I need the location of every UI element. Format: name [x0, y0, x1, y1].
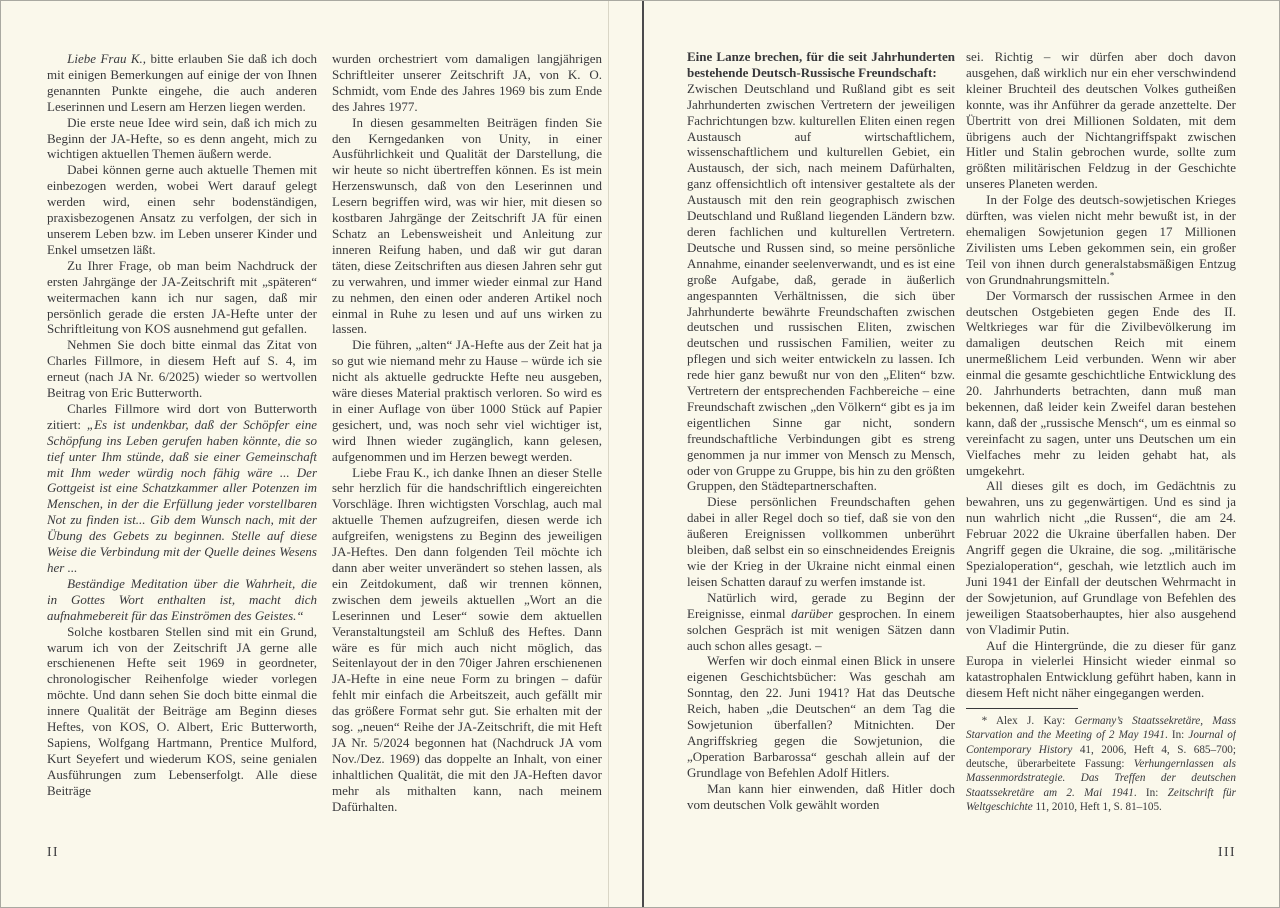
paragraph: Liebe Frau K., bitte erlauben Sie daß ich doch mit einigen Bemerkungen auf einige der von Ihnen genannten Punkte eingehe, die auch anderen Leserinnen und Lesern am Herzen liegen werden. — [47, 51, 317, 114]
paragraph: Beständige Meditation über die Wahrheit, die in Gottes Wort enthalten ist, macht dich aufnahmebereit für das Einströmen des Geistes.“ — [47, 575, 317, 623]
text-column-3 — [687, 49, 955, 851]
article-heading: Eine Lanze brechen, für die seit Jahrhunderten bestehende Deutsch-Russische Freundschaft: — [687, 49, 955, 80]
paragraph: Auf die Hintergründe, die zu dieser für ganz Europa in vielerlei Hinsicht wieder einmal so katastrophalen Entwicklung geführt haben, kann in diesem Heft nicht näher eingegangen werden. — [966, 637, 1236, 701]
paragraph: wurden orchestriert vom damaligen langjährigen Schriftleiter unserer Zeitschrift JA, von K. O. Schmidt, vom Ende des Jahres 1969 bis zum Ende des Jahres 1977. — [332, 51, 602, 114]
paragraph: Die führen, „alten“ JA-Hefte aus der Zeit hat ja so gut wie niemand mehr zu Hause – würde ich sie nicht als aktuelle gedruckte Hefte neu ausgeben, wäre dieses Material praktisch verloren. So wird es in einer Auflage von über 1000 Stück auf Papier gesichert, und, was noch sehr viel wichtiger ist, wird Ihnen wieder zugänglich, kann gelesen, aufgenommen und im Herzen bewegt werden. — [332, 337, 602, 464]
paragraph: Diese persönlichen Freundschaften gehen dabei in aller Regel doch so tief, daß sie von den äußeren Ereignissen vollkommen unberührt bleiben, daß selbst ein so einschneidendes Ereignis wie der Krieg in der Ukraine nicht einmal einen leisen Schatten darauf zu werfen imstande ist. — [687, 494, 955, 589]
paragraph: Die erste neue Idee wird sein, daß ich mich zu Beginn der JA-Hefte, so es denn angeht, mich zu wichtigen aktuellen Themen äußern werde. — [47, 114, 317, 162]
paragraph: Liebe Frau K., ich danke Ihnen an dieser Stelle sehr herzlich für die handschriftlich eingereichten Vorschläge. Ihren wichtigsten Vorschlag, auch mal aktuelle Themen aufzugreifen, diesen werde ich aufgreifen, wenigstens zu Beginn des jeweiligen JA-Heftes. Den dann folgenden Teil möchte ich dann aber weiter unverändert so stehen lassen, als ein Zeitdokument, daß wir trennen können, zwischen dem jeweils aktuellen „Wort an die Leserinnen und Leser“ sowie dem aktuellen Veranstaltungsteil am Schluß des Heftes. Dann wäre es für mich auch nicht möglich, das Seitenlayout der in den 70iger Jahren erschienenen JA-Hefte in eine neue Form zu bringen – dafür fehlt mir einfach die Arbeitszeit, auch gefällt mir das größere Format sehr gut. Sie erhalten mit der sog. „neuen“ Reihe der JA-Zeitschrift, die mit Heft JA Nr. 5/2024 begonnen hat (Nachdruck JA vom Nov./Dez. 1969) das doppelte an Inhalt, von einer inhaltlichen Qualität, die mit den JA-Heften davor mehr als mithalten kann, nach meinem Dafürhalten. — [332, 464, 602, 814]
paragraph: sei. Richtig – wir dürfen aber doch davon ausgehen, daß wirklich nur ein eher verschwindend kleiner Bruchteil des deutschen Volkes gutheißen konnte, was ihr Anführer da gerade anzettelte. Der Übertritt von drei Millionen Soldaten, mit dem übrigens auch der Nichtangriffspakt zwischen Hitler und Stalin gebrochen wurde, sollte zum größten militärischen Feldzug in der Geschichte unseres Planeten werden. — [966, 49, 1236, 192]
paragraph: Man kann hier einwenden, daß Hitler doch vom deutschen Volk gewählt worden — [687, 780, 955, 812]
paragraph: * Alex J. Kay: Germany’s Staatssekretäre, Mass Starvation and the Meeting of 2 May 1941. In: Journal of Contemporary History 41, 2006, Heft 4, S. 685–700; deutsche, überarbeitete Fassung: Verhungernlassen als Massenmordstrategie. Das Treffen der deutschen Staatssekretäre am 2. Mai 1941. In: Zeitschrift für Weltgeschichte 11, 2010, Heft 1, S. 81–105. — [966, 715, 1236, 813]
paragraph: Natürlich wird, gerade zu Beginn der Ereignisse, einmal darüber gesprochen. In einem solchen Gespräch ist mit wenigen Sätzen dann auch schon alles gesagt. – — [687, 589, 955, 653]
footnote-rule — [966, 708, 1078, 709]
paragraph: In der Folge des deutsch-sowjetischen Krieges dürften, was vielen nicht mehr bewußt ist, in der ehemaligen Sowjetunion gegen 17 Millionen Zivilisten ums Leben gekommen sein, ein großer Teil von ihnen durch generalstabsmäßigen Entzug von Grundnahrungsmitteln.* — [966, 192, 1236, 287]
paragraph: Charles Fillmore wird dort von Butterworth zitiert: „Es ist undenkbar, daß der Schöpfer eine Schöpfung ins Leben gerufen haben könnte, die so tief unter Ihm stünde, daß sie einer Gemeinschaft mit Ihm weder würdig noch fähig wäre ... Der Gottgeist ist eine Schatzkammer aller Potenzen im Menschen, in der die Erfüllung jeder vorstellbaren Not zu finden ist... Gib dem Wunsch nach, mit der Übung des Gebets zu beginnen. Stelle auf diese Weise die Verbindung mit der Quelle deines Wesens her ... — [47, 400, 317, 575]
left-page-edge-line — [608, 1, 609, 907]
paragraph: Dabei können gerne auch aktuelle Themen mit einbezogen werden, wobei Wert darauf gelegt werden wird, einen sehr bodenständigen, praxisbezogenen Ansatz zu verfolgen, der sich in unserem Leben bzw. im Leben unserer Kinder und Enkel umsetzen läßt. — [47, 162, 317, 257]
paragraph: Werfen wir doch einmal einen Blick in unsere eigenen Geschichtsbücher: Was geschah am Sonntag, den 22. Juni 1941? Hat das Deutsche Reich, haben „die Deutschen“ an dem Tag die Sowjetunion überfallen? Mitnichten. Der Angriffskrieg gegen die Sowjetunion, die „Operation Barbarossa“ geschah allein auf der Grundlage von Befehlen Adolf Hitlers. — [687, 653, 955, 780]
paragraph: Zu Ihrer Frage, ob man beim Nachdruck der ersten Jahrgänge der JA-Zeitschrift mit „späteren“ weitermachen kann ich nur sagen, daß mir persönlich gerade die ersten JA-Hefte unter der Schriftleitung von KOS ausnehmend gut gefallen. — [47, 257, 317, 337]
paragraph: Nehmen Sie doch bitte einmal das Zitat von Charles Fillmore, in diesem Heft auf S. 4, im erneut (nach JA Nr. 6/2025) wieder so wertvollen Beitrag von Eric Butterworth. — [47, 337, 317, 401]
paragraph: In diesen gesammelten Beiträgen finden Sie den Kerngedanken von Unity, in einer Ausführlichkeit und Qualität der Darstellung, die wir heute so nicht übertreffen können. Es ist mein Herzenswunsch, daß von den Leserinnen und Lesern begriffen wird, was wir hier, mit diesen so kostbaren Jahrgänge der Zeitschrift JA für einen Schatz an Lebensweisheit und Anleitung zur inneren Reifung haben, und daß wir gut daran täten, diese Zeitschriften aus diesen Jahren sehr gut zu verwahren, und immer wieder einmal zur Hand zu nehmen, den einen oder anderen Artikel noch einmal in Ruhe zu lesen und auf uns wirken zu lassen. — [332, 114, 602, 337]
text-column-2 — [332, 51, 602, 851]
column-4-text — [966, 49, 1236, 701]
page-number-left: II — [47, 844, 59, 859]
page-number-right: III — [1218, 844, 1236, 859]
page-spine-divider — [642, 1, 644, 907]
paragraph: Solche kostbaren Stellen sind mit ein Grund, warum ich von der Zeitschrift JA gerne alle erschienenen Hefte seit 1969 in geordneter, chronologischer Reihenfolge wieder vorlegen möchte. Und dann sehen Sie doch bitte einmal die innere Qualität der Beiträge am Beginn dieses Heftes, von KOS, O. Albert, Eric Butterworth, Sapiens, Wolfgang Hartmann, Prentice Mulford, Kurt Seyefert und wiederum KOS, seine genialen Ausführungen zum Lebenserfolgt. Alle diese Beiträge — [47, 623, 317, 798]
paragraph: Zwischen Deutschland und Rußland gibt es seit Jahrhunderten zwischen Vertretern der jeweiligen Fachrichtungen bzw. kulturellen Eliten einen regen Austausch auf wirtschaftlichem, wissenschaftlichem und kulturellen Gebiet, ein Austausch, der sich, nach meinem Dafürhalten, ganz offensichtlich oft intensiver gestaltete als der Austausch mit den rein geographisch zwischen Deutschland und Rußland liegenden Ländern bzw. deren fachlichen und kulturellen Vertretern. Deutsche und Russen sind, so meine persönliche Annahme, einander seelenverwandt, und es ist eine große Aufgabe, daß, gerade in äußerlich angespannten Verhältnissen, die sich über Jahrhunderte bewährte Freundschaften zwischen deutschen und russischen Eliten, zwischen deutschen und russischen Familien, weiter zu pflegen und sich weiter entwickeln zu lassen. Ich rede hier ganz bewußt nur von den „Eliten“ bzw. Vertretern der entsprechenden Fachbereiche – eine Freundschaft zwischen „den Völkern“ gibt es ja im eigentlichen Sinne gar nicht, sondern freundschaftliche Verbindungen gibt es streng genommen ja nur immer von Mensch zu Mensch, oder von Gruppe zu Gruppe, bis hin zu den größten Gruppen, den Städtepartnerschaften. — [687, 80, 955, 494]
text-column-1 — [47, 51, 317, 851]
paragraph: All dieses gilt es doch, im Gedächtnis zu bewahren, uns zu gegenwärtigen. Und es sind ja nun wahrlich nicht „die Russen“, die am 24. Februar 2022 die Ukraine überfallen haben. Der Angriff gegen die Ukraine, die sog. „militärische Spezialoperation“, geschah, wie letztlich auch im Juni 1941 der Einfall der deutschen Wehrmacht in der Sowjetunion, auf Grundlage von Befehlen des jeweiligen Staatsoberhauptes, hier also ausgehend von Vladimir Putin. — [966, 478, 1236, 637]
paragraph: Der Vormarsch der russischen Armee in den deutschen Ostgebieten gegen Ende des II. Weltkrieges war für die Zivilbevölkerung im damaligen deutschen Reich mit einem unermeßlichem Leid verbunden. Wenn wir aber einmal die gesamte geschichtliche Entwicklung des 20. Jahrhunderts betrachten, dann muß man bekennen, daß leider kein Zweifel daran bestehen kann, daß der „russische Mensch“, um es einmal so vereinfacht zu sagen, unter uns Deutschen um ein Vielfaches mehr zu leiden gehabt hat, als umgekehrt. — [966, 287, 1236, 478]
text-column-4 — [966, 49, 1236, 814]
footnote — [966, 714, 1236, 814]
